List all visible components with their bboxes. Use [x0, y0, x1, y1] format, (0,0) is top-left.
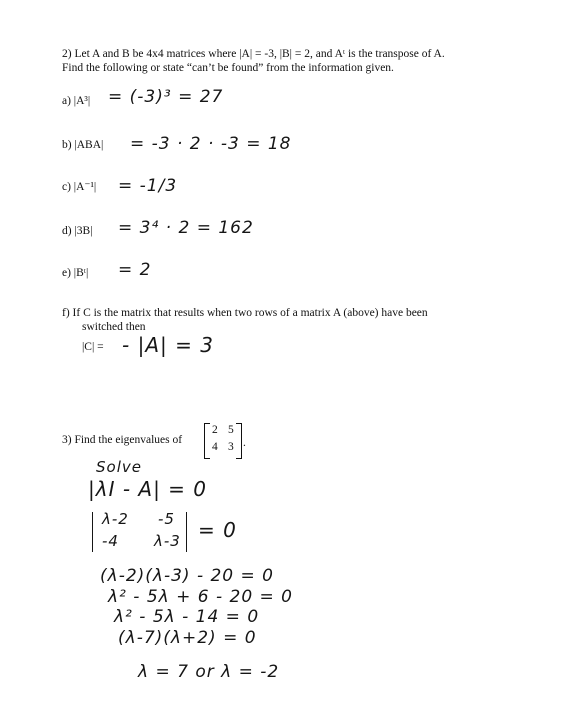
item-e-answer: = 2: [118, 260, 152, 280]
matrix-left-bracket: [204, 423, 210, 459]
q3-question: 3) Find the eigenvalues of: [62, 434, 183, 446]
item-f-prefix: |C| =: [82, 341, 104, 353]
q2-line1: 2) Let A and B be 4x4 matrices where |A| = -3, |B| = 2, and Aᵗ is the transpose of A.: [62, 48, 445, 60]
item-e-label: e) |Bᵗ|: [62, 267, 89, 279]
item-c-answer: = -1/3: [118, 176, 178, 196]
eigen-matrix: [204, 423, 242, 457]
item-b-label: b) |ABA|: [62, 139, 104, 151]
matrix-cell-11: 2: [212, 424, 218, 436]
det-r2c1: -4: [102, 532, 119, 550]
work-step2: λ² - 5λ + 6 - 20 = 0: [108, 587, 294, 607]
matrix-cell-12: 5: [228, 424, 234, 436]
item-a-answer: = (-3)³ = 27: [108, 87, 224, 107]
work-step1: (λ-2)(λ-3) - 20 = 0: [100, 566, 274, 586]
work-char-eq: |λI - A| = 0: [88, 477, 208, 501]
det-r1c2: -5: [158, 510, 175, 528]
item-f-answer: - |A| = 3: [122, 333, 214, 357]
item-d-label: d) |3B|: [62, 225, 93, 237]
matrix-cell-21: 4: [212, 441, 218, 453]
matrix-right-bracket: [236, 423, 242, 459]
item-b-answer: = -3 · 2 · -3 = 18: [130, 134, 292, 154]
work-result: λ = 7 or λ = -2: [138, 662, 280, 682]
work-solve: Solve: [96, 458, 142, 476]
item-a-label: a) |A³|: [62, 95, 91, 107]
matrix-cell-22: 3: [228, 441, 234, 453]
item-f-line1: f) If C is the matrix that results when two rows of a matrix A (above) have been: [62, 307, 428, 319]
item-f-line2: switched then: [82, 321, 146, 333]
item-d-answer: = 3⁴ · 2 = 162: [118, 218, 254, 238]
det-right-bar: [186, 512, 187, 552]
det-r1c1: λ-2: [102, 510, 129, 528]
det-left-bar: [92, 512, 93, 552]
work-step4: (λ-7)(λ+2) = 0: [118, 628, 257, 648]
q3-period: .: [243, 437, 246, 449]
q2-line2: Find the following or state “can’t be found” from the information given.: [62, 62, 394, 74]
work-step3: λ² - 5λ - 14 = 0: [114, 607, 260, 627]
det-r2c2: λ-3: [154, 532, 181, 550]
item-c-label: c) |A⁻¹|: [62, 181, 97, 193]
det-equals: = 0: [198, 518, 237, 542]
